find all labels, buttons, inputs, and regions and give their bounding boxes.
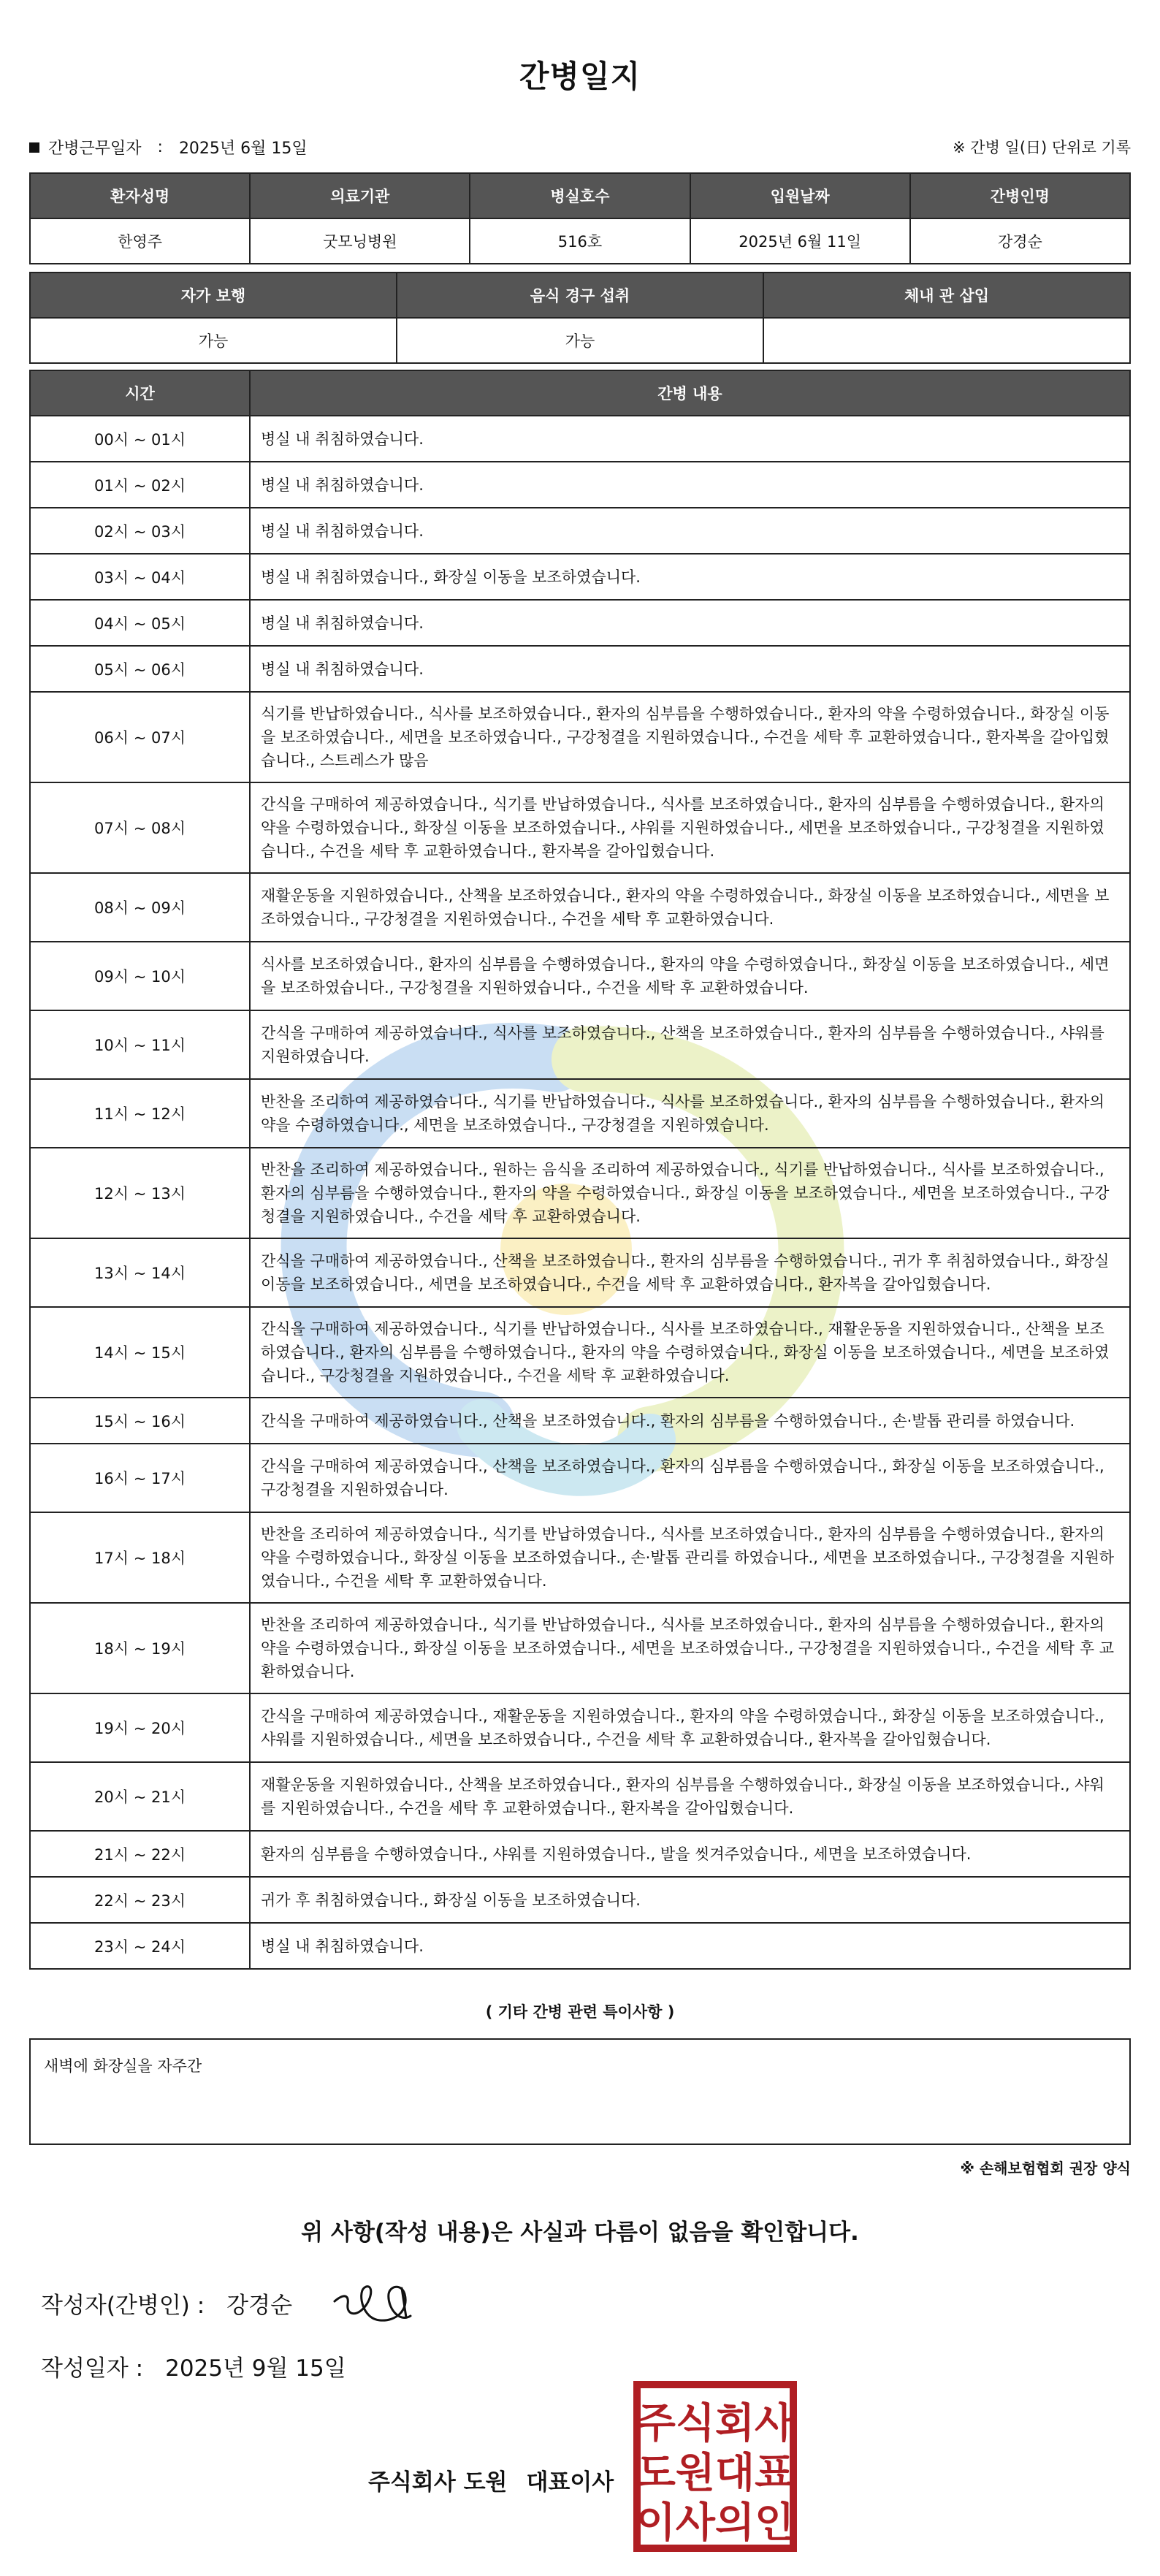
time-cell: 12시 ~ 13시 <box>30 1148 250 1238</box>
written-date-label: 작성일자 : <box>41 2355 144 2382</box>
header-admission-date: 입원날짜 <box>690 173 910 218</box>
table-row <box>30 646 1130 692</box>
oral-intake-value: 가능 <box>397 318 763 363</box>
table-row <box>30 1444 1130 1512</box>
header-time: 시간 <box>30 370 250 416</box>
time-cell: 09시 ~ 10시 <box>30 942 250 1010</box>
time-cell: 01시 ~ 02시 <box>30 462 250 508</box>
table-row <box>30 554 1130 600</box>
table-row <box>30 1877 1130 1923</box>
room-number: 516호 <box>470 218 690 264</box>
patient-name: 한영주 <box>30 218 250 264</box>
time-cell: 20시 ~ 21시 <box>30 1762 250 1831</box>
time-cell: 00시 ~ 01시 <box>30 416 250 462</box>
table-row <box>30 1512 1130 1603</box>
content-cell: 식사를 보조하였습니다., 환자의 심부름을 수행하였습니다., 환자의 약을 수령하였습니다., 화장실 이동을 보조하였습니다., 세면을 보조하였습니다., 구강청결을 지원하였습니다., 수건을 세탁 후 교환하였습니다. <box>250 942 1130 1010</box>
work-date-label: 간병근무일자 <box>48 140 142 158</box>
content-cell: 병실 내 취침하였습니다. <box>250 416 1130 462</box>
content-cell: 간식을 구매하여 제공하였습니다., 식사를 보조하였습니다., 산책을 보조하였습니다., 환자의 심부름을 수행하였습니다., 샤워를 지원하였습니다. <box>250 1010 1130 1079</box>
svg-text:주식회사: 주식회사 <box>636 2400 795 2447</box>
time-cell: 07시 ~ 08시 <box>30 782 250 873</box>
caregiver-name: 강경순 <box>910 218 1130 264</box>
work-date-value: 2025년 6월 15일 <box>178 140 308 158</box>
content-cell: 식기를 반납하였습니다., 식사를 보조하였습니다., 환자의 심부름을 수행하였습니다., 환자의 약을 수령하였습니다., 화장실 이동을 보조하였습니다., 세면을 보조하였습니다., 구강청결을 지원하였습니다., 수건을 세탁 후 교환하였습니다., 환자복을 갈아입혔습니다., 스트레스가 많음 <box>250 692 1130 782</box>
tube-insertion-value <box>763 318 1130 363</box>
content-cell: 환자의 심부름을 수행하였습니다., 샤워를 지원하였습니다., 발을 씻겨주었습니다., 세면을 보조하였습니다. <box>250 1831 1130 1877</box>
written-date-row <box>41 2350 346 2382</box>
header-care-content: 간병 내용 <box>250 370 1130 416</box>
square-bullet-icon <box>29 142 39 153</box>
notes-box: 새벽에 화장실을 자주간 <box>29 2038 1131 2145</box>
representative-title: 대표이사 <box>526 2469 614 2496</box>
company-line <box>368 2463 614 2496</box>
patient-info-table <box>29 172 1131 264</box>
status-value-row <box>30 318 1130 363</box>
company-seal <box>633 2380 798 2553</box>
content-cell: 재활운동을 지원하였습니다., 산책을 보조하였습니다., 환자의 심부름을 수행하였습니다., 화장실 이동을 보조하였습니다., 샤워를 지원하였습니다., 수건을 세탁 후 교환하였습니다., 환자복을 갈아입혔습니다. <box>250 1762 1130 1831</box>
page-title: 간병일지 <box>519 58 641 94</box>
time-cell: 02시 ~ 03시 <box>30 508 250 554</box>
table-row <box>30 1079 1130 1148</box>
unit-note: ※ 간병 일(日) 단위로 기록 <box>953 139 1131 156</box>
content-cell: 병실 내 취침하였습니다. <box>250 508 1130 554</box>
content-cell: 반찬을 조리하여 제공하였습니다., 식기를 반납하였습니다., 식사를 보조하였습니다., 환자의 심부름을 수행하였습니다., 환자의 약을 수령하였습니다., 세면을 보조하였습니다., 구강청결을 지원하였습니다. <box>250 1079 1130 1148</box>
table-row <box>30 462 1130 508</box>
patient-status-table <box>29 272 1131 364</box>
table-row <box>30 1238 1130 1307</box>
content-cell: 간식을 구매하여 제공하였습니다., 식기를 반납하였습니다., 식사를 보조하였습니다., 재활운동을 지원하였습니다., 산책을 보조하였습니다., 환자의 심부름을 수행하였습니다., 환자의 약을 수령하였습니다., 화장실 이동을 보조하였습니다., 세면을 보조하였습니다., 구강청결을 지원하였습니다., 수건을 세탁 후 교환하였습니다. <box>250 1307 1130 1398</box>
content-cell: 재활운동을 지원하였습니다., 산책을 보조하였습니다., 환자의 약을 수령하였습니다., 화장실 이동을 보조하였습니다., 세면을 보조하였습니다., 구강청결을 지원하였습니다., 수건을 세탁 후 교환하였습니다. <box>250 873 1130 942</box>
care-log-table <box>29 370 1131 1970</box>
time-cell: 23시 ~ 24시 <box>30 1923 250 1969</box>
time-cell: 15시 ~ 16시 <box>30 1398 250 1444</box>
time-cell: 21시 ~ 22시 <box>30 1831 250 1877</box>
time-cell: 08시 ~ 09시 <box>30 873 250 942</box>
table-row <box>30 873 1130 942</box>
content-cell: 간식을 구매하여 제공하였습니다., 산책을 보조하였습니다., 환자의 심부름을 수행하였습니다., 손·발톱 관리를 하였습니다. <box>250 1398 1130 1444</box>
time-cell: 19시 ~ 20시 <box>30 1693 250 1762</box>
content-cell: 반찬을 조리하여 제공하였습니다., 식기를 반납하였습니다., 식사를 보조하였습니다., 환자의 심부름을 수행하였습니다., 환자의 약을 수령하였습니다., 화장실 이동을 보조하였습니다., 세면을 보조하였습니다., 구강청결을 지원하였습니다., 수건을 세탁 후 교환하였습니다. <box>250 1603 1130 1693</box>
content-cell: 병실 내 취침하였습니다. <box>250 462 1130 508</box>
table-row <box>30 416 1130 462</box>
status-header-row <box>30 273 1130 318</box>
header-caregiver: 간병인명 <box>910 173 1130 218</box>
content-cell: 병실 내 취침하였습니다. <box>250 646 1130 692</box>
content-cell: 간식을 구매하여 제공하였습니다., 식기를 반납하였습니다., 식사를 보조하였습니다., 환자의 심부름을 수행하였습니다., 환자의 약을 수령하였습니다., 화장실 이동을 보조하였습니다., 샤워를 지원하였습니다., 세면을 보조하였습니다., 구강청결을 지원하였습니다., 수건을 세탁 후 교환하였습니다., 환자복을 갈아입혔습니다. <box>250 782 1130 873</box>
table-row <box>30 1148 1130 1238</box>
time-cell: 06시 ~ 07시 <box>30 692 250 782</box>
time-cell: 22시 ~ 23시 <box>30 1877 250 1923</box>
table-row <box>30 1693 1130 1762</box>
work-date-row <box>29 136 308 159</box>
time-cell: 04시 ~ 05시 <box>30 600 250 646</box>
content-cell: 병실 내 취침하였습니다. <box>250 600 1130 646</box>
self-walking-value: 가능 <box>30 318 397 363</box>
time-cell: 17시 ~ 18시 <box>30 1512 250 1603</box>
table-row <box>30 600 1130 646</box>
care-log-header-row <box>30 370 1130 416</box>
header-room: 병실호수 <box>470 173 690 218</box>
confirmation-statement: 위 사항(작성 내용)은 사실과 다름이 없음을 확인합니다. <box>301 2219 859 2246</box>
content-cell: 반찬을 조리하여 제공하였습니다., 식기를 반납하였습니다., 식사를 보조하였습니다., 환자의 심부름을 수행하였습니다., 환자의 약을 수령하였습니다., 화장실 이동을 보조하였습니다., 손·발톱 관리를 하였습니다., 세면을 보조하였습니다., 구강청결을 지원하였습니다., 수건을 세탁 후 교환하였습니다. <box>250 1512 1130 1603</box>
content-cell: 귀가 후 취침하였습니다., 화장실 이동을 보조하였습니다. <box>250 1877 1130 1923</box>
written-date-value: 2025년 9월 15일 <box>165 2355 346 2382</box>
table-row <box>30 1307 1130 1398</box>
content-cell: 간식을 구매하여 제공하였습니다., 산책을 보조하였습니다., 환자의 심부름을 수행하였습니다., 귀가 후 취침하였습니다., 화장실 이동을 보조하였습니다., 세면을 보조하였습니다., 수건을 세탁 후 교환하였습니다., 환자복을 갈아입혔습니다. <box>250 1238 1130 1307</box>
svg-text:도원대표: 도원대표 <box>636 2450 795 2497</box>
time-cell: 14시 ~ 15시 <box>30 1307 250 1398</box>
header-hospital: 의료기관 <box>250 173 470 218</box>
table-row <box>30 1762 1130 1831</box>
table-row <box>30 692 1130 782</box>
content-cell: 반찬을 조리하여 제공하였습니다., 원하는 음식을 조리하여 제공하였습니다., 식기를 반납하였습니다., 식사를 보조하였습니다., 환자의 심부름을 수행하였습니다., 환자의 약을 수령하였습니다., 화장실 이동을 보조하였습니다., 세면을 보조하였습니다., 구강청결을 지원하였습니다., 수건을 세탁 후 교환하였습니다. <box>250 1148 1130 1238</box>
table-row <box>30 1603 1130 1693</box>
table-row <box>30 1398 1130 1444</box>
patient-info-value-row <box>30 218 1130 264</box>
admission-date: 2025년 6월 11일 <box>690 218 910 264</box>
signature <box>329 2272 431 2331</box>
header-oral-intake: 음식 경구 섭취 <box>397 273 763 318</box>
content-cell: 병실 내 취침하였습니다. <box>250 1923 1130 1969</box>
recommend-note: ※ 손해보험협회 권장 양식 <box>960 2160 1131 2177</box>
time-cell: 13시 ~ 14시 <box>30 1238 250 1307</box>
patient-info-header-row <box>30 173 1130 218</box>
table-row <box>30 782 1130 873</box>
notes-title: ( 기타 간병 관련 특이사항 ) <box>485 2003 675 2021</box>
table-row <box>30 1923 1130 1969</box>
header-self-walking: 자가 보행 <box>30 273 397 318</box>
content-cell: 간식을 구매하여 제공하였습니다., 재활운동을 지원하였습니다., 환자의 약을 수령하였습니다., 화장실 이동을 보조하였습니다., 샤워를 지원하였습니다., 세면을 보조하였습니다., 수건을 세탁 후 교환하였습니다., 환자복을 갈아입혔습니다. <box>250 1693 1130 1762</box>
time-cell: 16시 ~ 17시 <box>30 1444 250 1512</box>
time-cell: 03시 ~ 04시 <box>30 554 250 600</box>
company-name: 주식회사 도원 <box>368 2469 508 2496</box>
table-row <box>30 942 1130 1010</box>
header-tube-insertion: 체내 관 삽입 <box>763 273 1130 318</box>
table-row <box>30 508 1130 554</box>
writer-name: 강경순 <box>226 2293 293 2319</box>
table-row <box>30 1010 1130 1079</box>
table-row <box>30 1831 1130 1877</box>
content-cell: 간식을 구매하여 제공하였습니다., 산책을 보조하였습니다., 환자의 심부름을 수행하였습니다., 화장실 이동을 보조하였습니다., 구강청결을 지원하였습니다. <box>250 1444 1130 1512</box>
work-date-separator: : <box>157 138 163 156</box>
svg-text:이사의인: 이사의인 <box>636 2499 795 2547</box>
time-cell: 05시 ~ 06시 <box>30 646 250 692</box>
writer-row <box>41 2287 292 2320</box>
time-cell: 11시 ~ 12시 <box>30 1079 250 1148</box>
time-cell: 10시 ~ 11시 <box>30 1010 250 1079</box>
time-cell: 18시 ~ 19시 <box>30 1603 250 1693</box>
writer-label: 작성자(간병인) : <box>41 2293 205 2319</box>
hospital-name: 굿모닝병원 <box>250 218 470 264</box>
header-patient-name: 환자성명 <box>30 173 250 218</box>
content-cell: 병실 내 취침하였습니다., 화장실 이동을 보조하였습니다. <box>250 554 1130 600</box>
